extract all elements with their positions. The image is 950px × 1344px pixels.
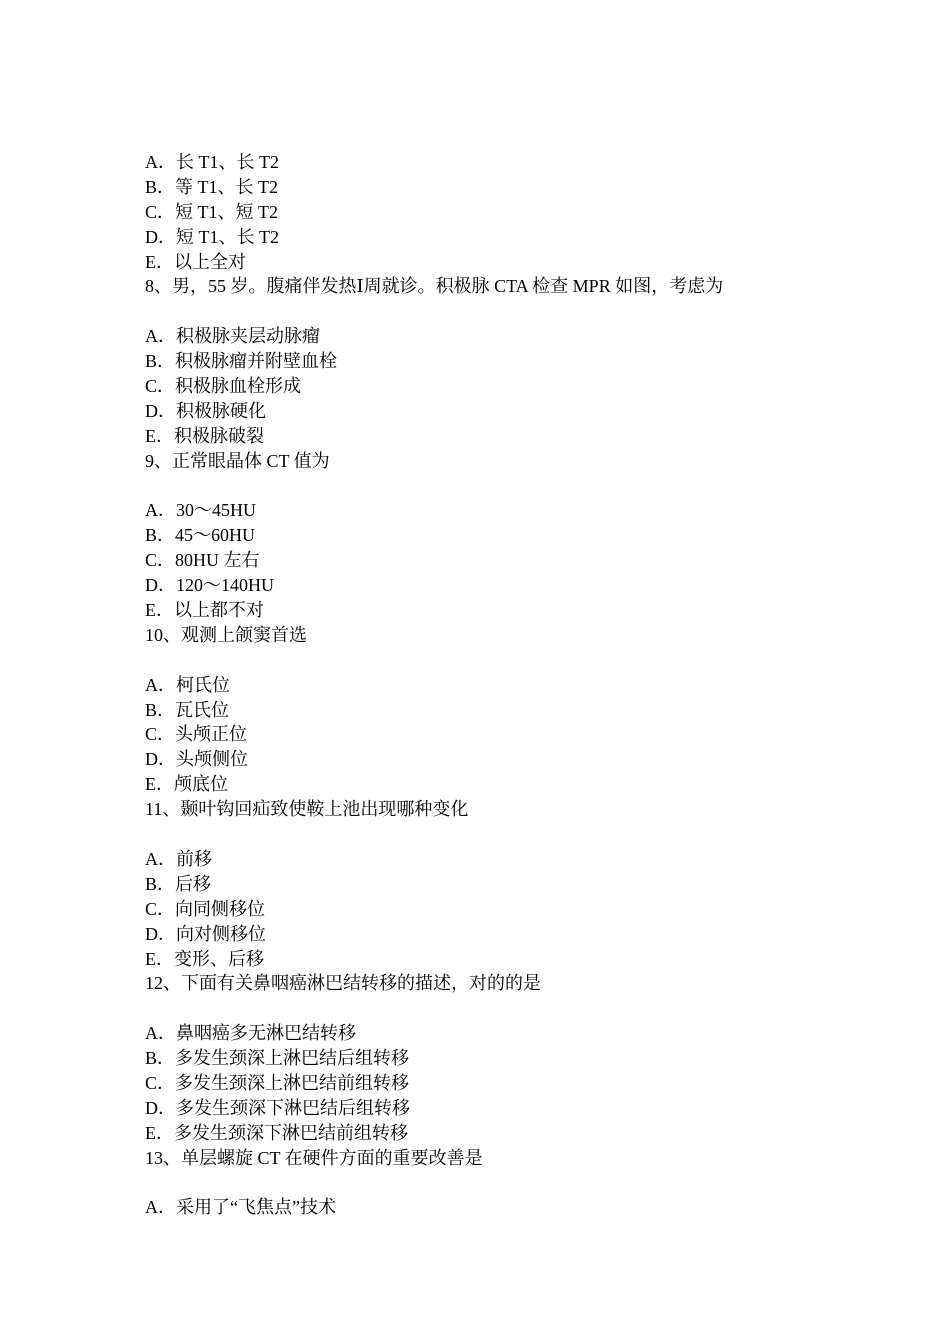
option-line: E．颅底位	[145, 774, 228, 795]
option-line: E．多发生颈深下淋巴结前组转移	[145, 1122, 408, 1143]
option-line: D．120～140HU	[145, 575, 274, 596]
option-line: A．30～45HU	[145, 500, 256, 521]
option-line: A．柯氏位	[145, 674, 230, 695]
option-line: C．积极脉血栓形成	[145, 376, 302, 397]
question-12: 12、下面有关鼻咽癌淋巴结转移的描述，对的的是	[145, 973, 541, 994]
option-line: B．多发生颈深上淋巴结后组转移	[145, 1048, 410, 1069]
option-line: E．以上全对	[145, 251, 246, 272]
option-line: A．积极脉夹层动脉瘤	[145, 326, 320, 347]
question-10: 10、观测上颌窦首选	[145, 624, 307, 645]
blank-line	[145, 299, 845, 324]
option-line: D．向对侧移位	[145, 923, 266, 944]
option-line: A．长 T1、长 T2	[145, 152, 279, 172]
option-line: B．积极脉瘤并附壁血栓	[145, 351, 338, 372]
question-9: 9、正常眼晶体 CT 值为	[145, 450, 330, 471]
document-body	[145, 150, 845, 1220]
option-line: B．瓦氏位	[145, 699, 230, 720]
option-line: D．多发生颈深下淋巴结后组转移	[145, 1097, 410, 1118]
option-line: E．变形、后移	[145, 948, 264, 969]
option-line: B．等 T1、长 T2	[145, 176, 278, 197]
option-line: C．80HU 左右	[145, 550, 260, 571]
blank-line	[145, 996, 845, 1021]
option-line: C．头颅正位	[145, 724, 248, 745]
option-line: C．向同侧移位	[145, 898, 266, 919]
blank-line	[145, 1171, 845, 1196]
option-line: E．以上都不对	[145, 600, 264, 621]
option-line: D．短 T1、长 T2	[145, 226, 279, 247]
question-11: 11、颞叶钩回疝致使鞍上池出现哪种变化	[145, 799, 469, 820]
option-line: A．前移	[145, 848, 212, 869]
option-line: B．45～60HU	[145, 525, 256, 546]
blank-line	[145, 648, 845, 673]
option-line: B．后移	[145, 873, 212, 894]
question-13: 13、单层螺旋 CT 在硬件方面的重要改善是	[145, 1147, 483, 1168]
blank-line	[145, 474, 845, 499]
option-line: D．积极脉硬化	[145, 400, 266, 421]
option-line: A．采用了“飞焦点”技术	[145, 1197, 336, 1218]
option-line: E．积极脉破裂	[145, 425, 264, 446]
question-8: 8、男，55 岁。腹痛伴发热Ⅰ周就诊。积极脉 CTA 检查 MPR 如图，考虑为	[145, 276, 724, 297]
option-line: A．鼻咽癌多无淋巴结转移	[145, 1023, 356, 1044]
option-line: C．短 T1、短 T2	[145, 201, 278, 222]
blank-line	[145, 822, 845, 847]
option-line: C．多发生颈深上淋巴结前组转移	[145, 1072, 410, 1093]
option-line: D．头颅侧位	[145, 749, 248, 770]
